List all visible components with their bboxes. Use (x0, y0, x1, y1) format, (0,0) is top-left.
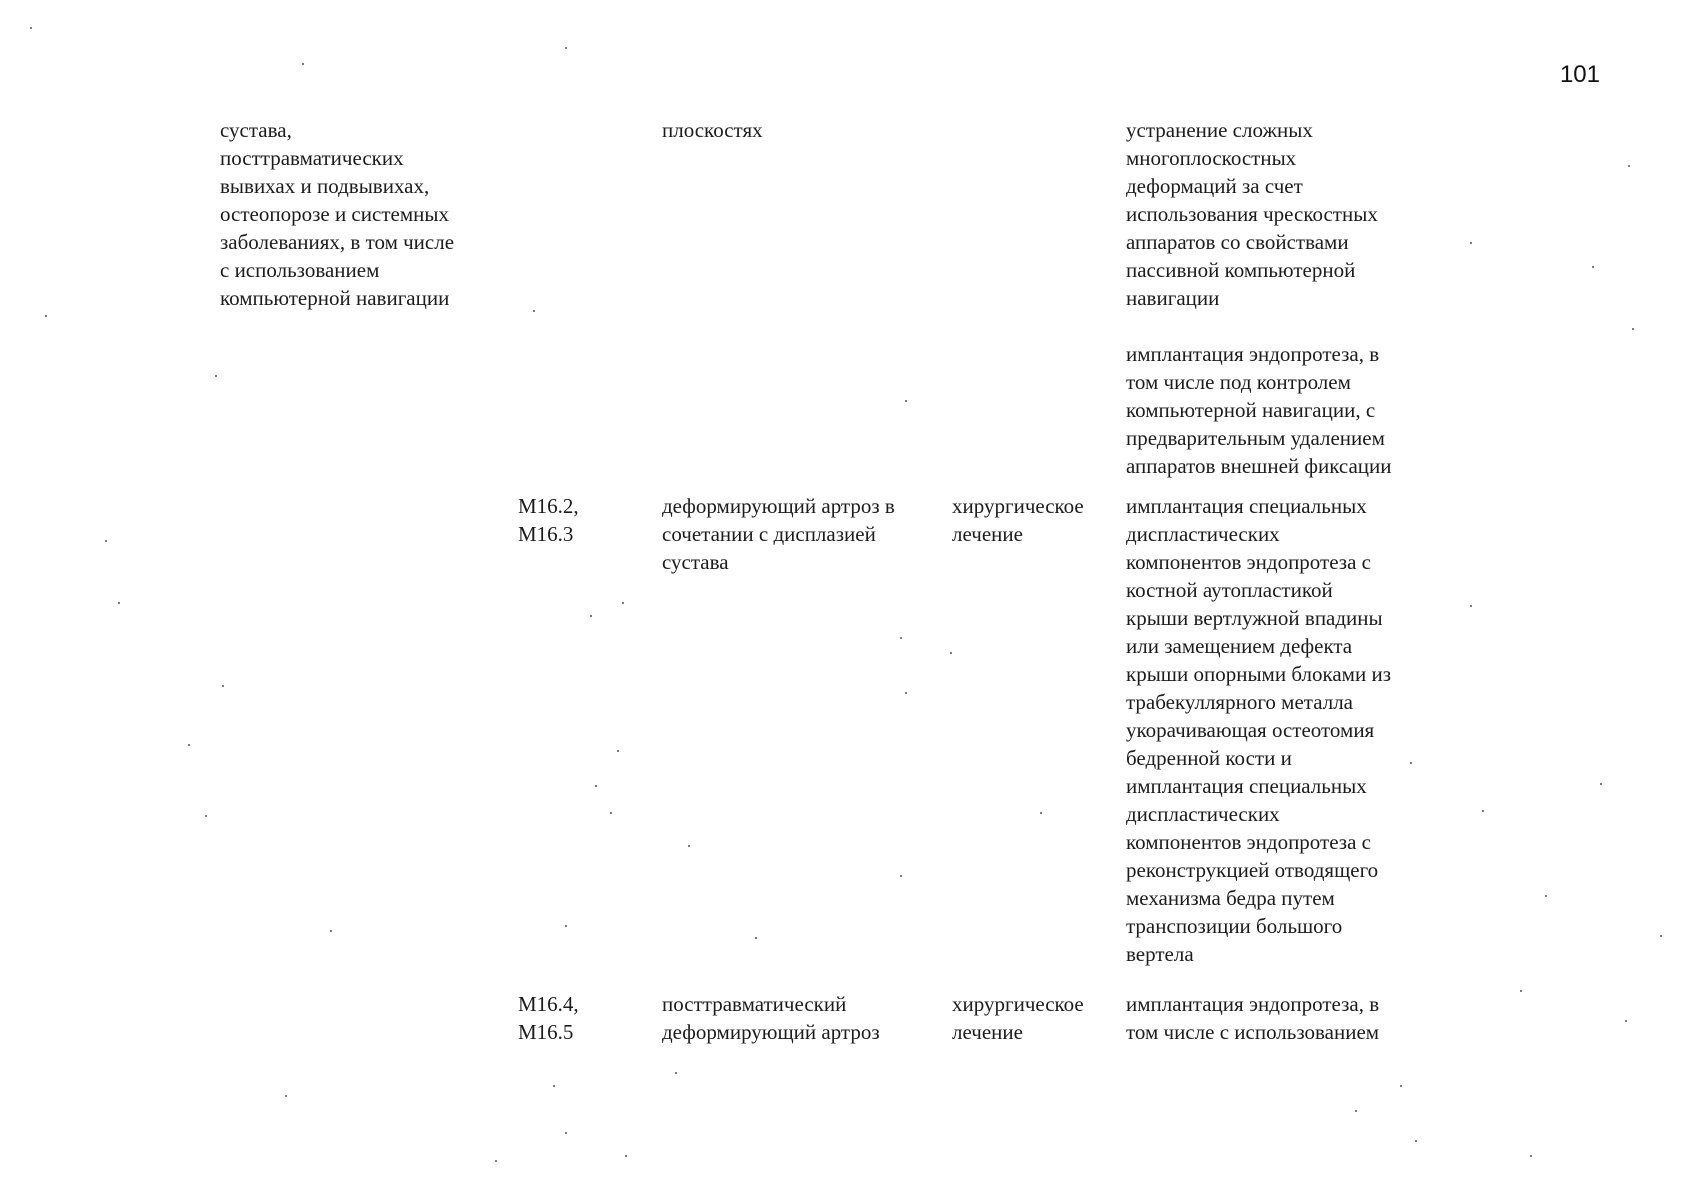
scan-speck (565, 47, 567, 49)
row2-icd-code-cell: M16.2, M16.3 (518, 494, 579, 546)
scan-speck (533, 310, 535, 312)
scan-speck (625, 1155, 627, 1157)
scan-speck (610, 812, 612, 814)
scan-speck (617, 750, 619, 752)
row3-treatment-type-cell: хирургическое лечение (952, 992, 1084, 1044)
scan-speck (330, 930, 332, 932)
scan-speck (1545, 895, 1547, 897)
page-number: 101 (1559, 61, 1600, 88)
scan-speck (1400, 1085, 1402, 1087)
scan-speck (1592, 266, 1594, 268)
row1-model-cell: плоскостях (662, 118, 763, 142)
scan-speck (755, 937, 757, 939)
row3-model-cell: посттравматический деформирующий артроз (662, 992, 880, 1044)
row1-method-1-cell: устранение сложных многоплоскостных деформаций за счет использования чрескостных аппаратов со свойствами пассивной компьютерной навигации (1126, 118, 1378, 310)
row1-diagnosis-cell: сустава, посттравматических вывихах и подвывихах, остеопорозе и системных заболеваниях, в том числе с использованием компьютерной навигации (220, 118, 455, 310)
scan-speck (45, 315, 47, 317)
scan-speck (205, 815, 207, 817)
scan-speck (1415, 1140, 1417, 1142)
scan-speck (565, 1132, 567, 1134)
scan-speck (1628, 165, 1630, 167)
scan-speck (595, 785, 597, 787)
scan-speck (950, 652, 952, 654)
row3-icd-code-cell: M16.4, M16.5 (518, 992, 579, 1044)
scan-speck (565, 925, 567, 927)
scan-speck (1470, 242, 1472, 244)
scan-speck (1040, 812, 1042, 814)
scan-speck (1632, 328, 1634, 330)
scan-speck (215, 375, 217, 377)
scan-speck (590, 615, 592, 617)
scan-speck (222, 685, 224, 687)
scan-speck (495, 1160, 497, 1162)
scan-speck (30, 27, 32, 29)
scan-speck (302, 63, 304, 65)
scan-speck (553, 1085, 555, 1087)
scan-speck (1600, 783, 1602, 785)
scan-speck (905, 692, 907, 694)
scan-speck (1530, 1155, 1532, 1157)
row2-model-cell: деформирующий артроз в сочетании с дисплазией сустава (662, 494, 895, 574)
scan-speck (905, 400, 907, 402)
row2-treatment-type-cell: хирургическое лечение (952, 494, 1084, 546)
scan-speck (285, 1095, 287, 1097)
scan-speck (1470, 605, 1472, 607)
scan-speck (1410, 762, 1412, 764)
scan-speck (188, 744, 190, 746)
scan-speck (1625, 1020, 1627, 1022)
scan-speck (1482, 810, 1484, 812)
row3-method-cell: имплантация эндопротеза, в том числе с использованием (1126, 992, 1380, 1044)
scan-speck (105, 540, 107, 542)
scan-speck (900, 875, 902, 877)
scan-speck (688, 845, 690, 847)
scan-speck (675, 1072, 677, 1074)
row1-method-2-cell: имплантация эндопротеза, в том числе под контролем компьютерной навигации, с предварительным удалением аппаратов внешней фиксации (1126, 342, 1392, 478)
scan-speck (118, 602, 120, 604)
scan-speck (622, 602, 624, 604)
scan-speck (1520, 990, 1522, 992)
scan-speck (1355, 1110, 1357, 1112)
scan-speck (900, 637, 902, 639)
row2-method-cell: имплантация специальных диспластических компонентов эндопротеза с костной аутопластикой крыши вертлужной впадины или замещением дефекта крыши опорными блоками из трабекуллярного металла укорачивающая остеотомия бедренной кости и имплантация специальных диспластических компонентов эндопротеза с реконструкцией отводящего механизма бедра путем транспозиции большого вертела (1126, 494, 1391, 966)
scan-speck (1660, 935, 1662, 937)
